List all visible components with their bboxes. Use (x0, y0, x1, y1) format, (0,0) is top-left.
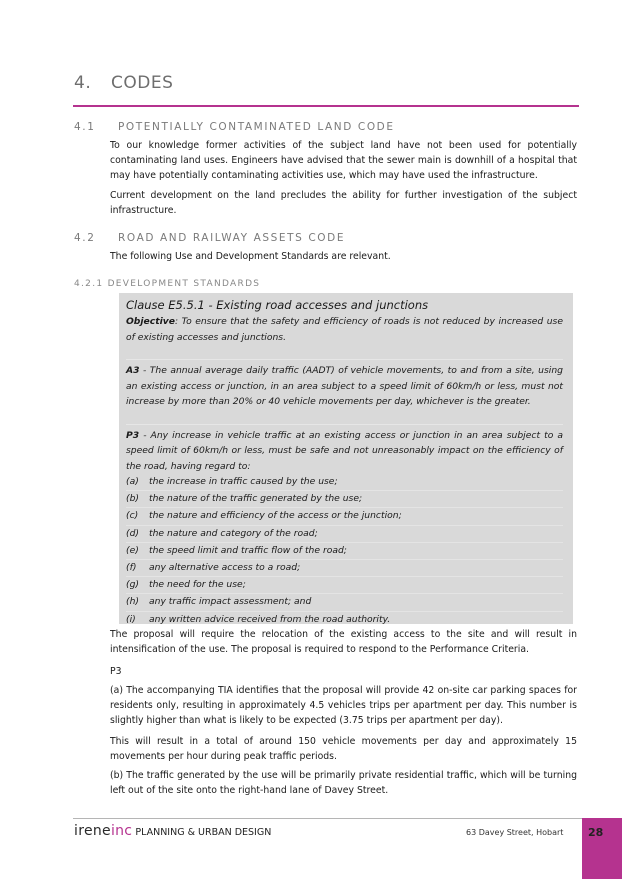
criteria-label: (g) (126, 579, 140, 591)
criteria-text: the nature and efficiency of the access or the junction; (149, 510, 402, 522)
criteria-label: (e) (126, 544, 139, 556)
criteria-item (126, 542, 563, 559)
section-heading-title: CODES (111, 73, 174, 93)
clause-separator (126, 345, 563, 360)
criteria-item (126, 474, 563, 490)
clause-separator (126, 410, 563, 425)
criteria-label: (a) (126, 476, 139, 487)
a3-label: A3 (126, 365, 140, 376)
criteria-text: the need for the use; (149, 579, 246, 591)
objective-label: Objective (126, 316, 175, 327)
criteria-item (126, 507, 563, 524)
criteria-text: the nature and category of the road; (149, 527, 318, 539)
objective-text: : To ensure that the safety and efficiency of roads is not reduced by increased use of existing accesses and junctions. (126, 316, 563, 343)
criteria-label: (b) (126, 493, 140, 505)
clause-a3 (126, 363, 563, 410)
footer-address: 63 Davey Street, Hobart (466, 828, 564, 837)
criteria-label: (c) (126, 510, 139, 522)
section-heading (74, 73, 173, 93)
brand-tagline: PLANNING & URBAN DESIGN (135, 827, 272, 838)
clause-content (126, 297, 563, 628)
response-para-b: (b) The traffic generated by the use will be primarily private residential traffic, which will be turning left out of the site onto the right-hand lane of Davey Street. (110, 770, 577, 796)
a3-text: - The annual average daily traffic (AADT) of vehicle movements, to and from a site, using an existing access or junction, in an area subject to a speed limit of 60km/h or less, must not increase by more than 20% or 40 vehicle movements per day, whichever is the greater. (126, 365, 563, 407)
brand-logo-irene: irene (74, 823, 111, 839)
clause-objective (126, 314, 563, 345)
brand-logo-inc: inc (110, 823, 133, 839)
criteria-text: the increase in traffic caused by the use; (149, 476, 338, 487)
subsection-heading-4-1 (74, 121, 395, 133)
clause-criteria-list (126, 474, 563, 628)
criteria-label: (i) (126, 613, 136, 625)
footer-divider (73, 818, 582, 819)
road-assets-intro: The following Use and Development Standards are relevant. (110, 251, 391, 262)
subsection-heading-4-2 (74, 232, 345, 244)
subsection-title: ROAD AND RAILWAY ASSETS CODE (118, 232, 346, 244)
subsection-title: POTENTIALLY CONTAMINATED LAND CODE (118, 121, 395, 133)
clause-title: Clause E5.5.1 - Existing road accesses and junctions (126, 298, 429, 312)
heading-divider (73, 105, 579, 107)
criteria-item (126, 490, 563, 507)
criteria-text: the nature of the traffic generated by the use; (149, 493, 363, 505)
criteria-item (126, 559, 563, 576)
page-number: 28 (588, 826, 604, 839)
criteria-text: any traffic impact assessment; and (149, 596, 312, 608)
criteria-label: (d) (126, 527, 140, 539)
response-para-totals: This will result in a total of around 150 vehicle movements per day and approximately 15 movements per hour during peak traffic periods. (110, 736, 577, 762)
criteria-item (126, 576, 563, 593)
criteria-item (126, 525, 563, 542)
subsection-number: 4.1 (74, 121, 96, 133)
criteria-text: any alternative access to a road; (149, 562, 301, 574)
criteria-label: (h) (126, 596, 139, 608)
contaminated-land-paragraph-2: Current development on the land precludes the ability for further investigation of the subject infrastructure. (110, 190, 577, 216)
subsubsection-title: DEVELOPMENT STANDARDS (107, 279, 261, 289)
criteria-text: any written advice received from the road authority. (149, 613, 391, 625)
criteria-item (126, 611, 563, 628)
criteria-item (126, 593, 563, 610)
response-intro: The proposal will require the relocation of the existing access to the site and will result in intensification of the use. The proposal is required to respond to the Performance Criteria. (110, 629, 577, 655)
subsubsection-number: 4.2.1 (74, 279, 104, 289)
subsection-number: 4.2 (74, 232, 96, 244)
subsubsection-heading-4-2-1 (74, 279, 260, 289)
criteria-label: (f) (126, 562, 137, 574)
footer-brand (74, 823, 271, 839)
section-heading-number: 4. (74, 73, 92, 93)
p3-text: - Any increase in vehicle traffic at an existing access or junction in an area subject to a speed limit of 60km/h or less, must be safe and not unreasonably impact on the efficiency of the road, having regard to: (126, 429, 563, 472)
clause-p3 (126, 428, 563, 475)
response-p3-heading: P3 (110, 666, 122, 677)
criteria-text: the speed limit and traffic flow of the road; (149, 544, 347, 556)
contaminated-land-paragraph-1: To our knowledge former activities of the subject land have not been used for potentially contaminating land uses. Engineers have advised that the sewer main is downhill of a hospital that may have potentially contaminating activities use, which may have used the infrastructure. (110, 140, 577, 181)
response-para-a: (a) The accompanying TIA identifies that the proposal will provide 42 on-site car parking spaces for residents only, resulting in approximately 4.5 vehicles trips per apartment per day. This number is slightly higher than what is likely to be expected (3.75 trips per apartment per day). (110, 685, 577, 726)
p3-label: P3 (126, 429, 140, 441)
clause-box (119, 293, 573, 624)
